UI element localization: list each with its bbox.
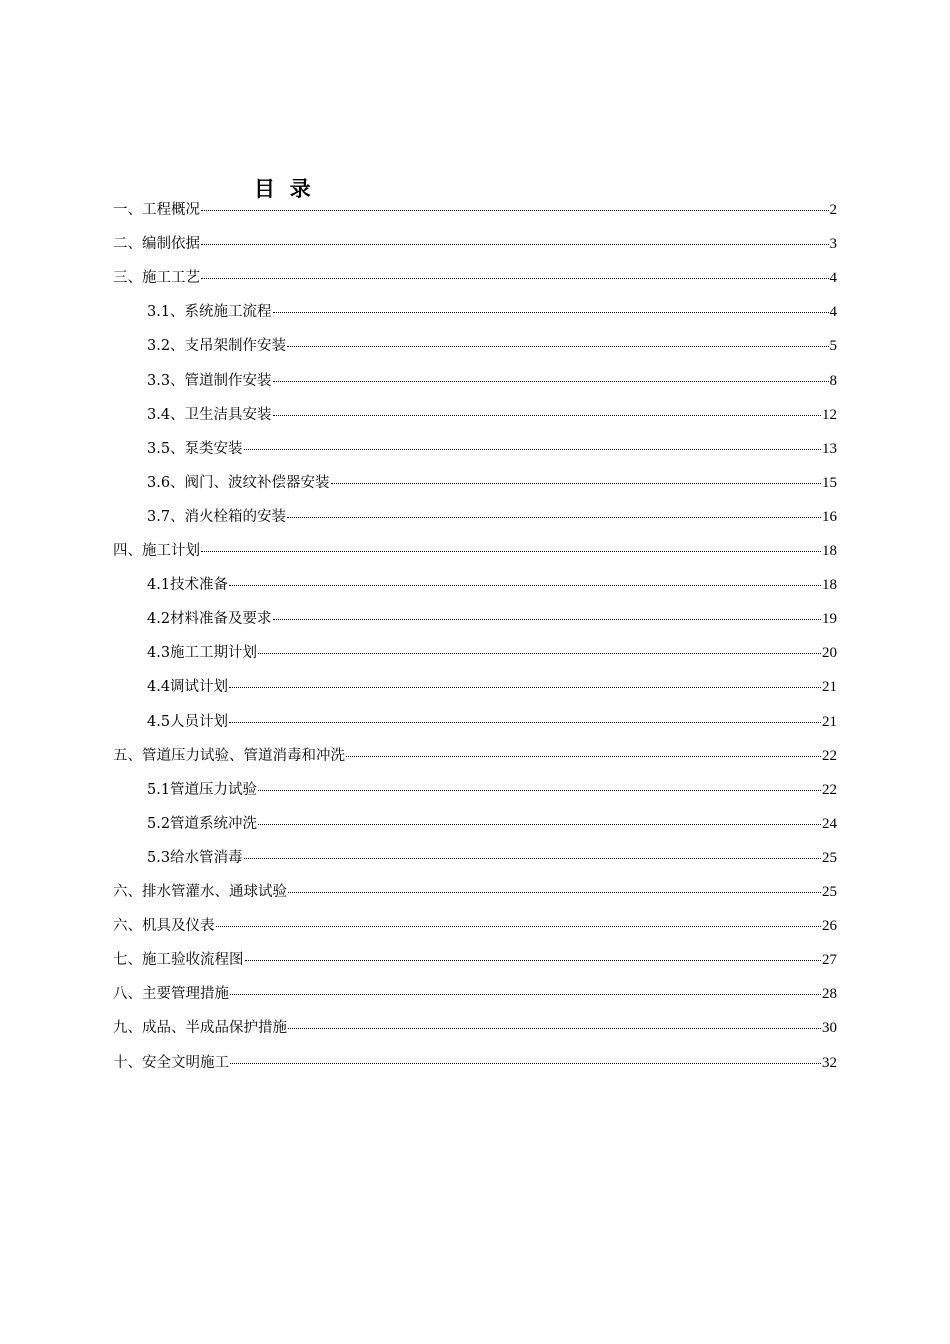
toc-page-number: 22 bbox=[822, 781, 837, 798]
toc-entry-label: 3.6、阀门、波纹补偿器安装 bbox=[147, 474, 330, 491]
toc-dot-leader bbox=[201, 277, 829, 279]
toc-entry[interactable] bbox=[147, 608, 837, 630]
toc-entry-label: 3.7、消火栓箱的安装 bbox=[147, 508, 287, 525]
toc-entry-label: 4.3施工工期计划 bbox=[147, 645, 258, 662]
toc-entry-label: 六、机具及仪表 bbox=[113, 918, 215, 935]
toc-page-number: 18 bbox=[822, 543, 837, 559]
toc-page-number: 19 bbox=[822, 611, 837, 628]
toc-entry[interactable] bbox=[113, 267, 837, 289]
toc-entry[interactable] bbox=[113, 199, 837, 221]
toc-entry[interactable] bbox=[147, 370, 837, 392]
toc-dot-leader bbox=[331, 482, 821, 484]
toc-page-number: 18 bbox=[822, 577, 837, 594]
toc-entry[interactable] bbox=[113, 881, 837, 903]
toc-dot-leader bbox=[288, 1027, 821, 1029]
toc-dot-leader bbox=[229, 584, 821, 586]
toc-entry[interactable] bbox=[147, 574, 837, 596]
toc-dot-leader bbox=[273, 618, 821, 620]
toc-entry[interactable] bbox=[147, 301, 837, 323]
toc-entry-label: 5.3给水管消毒 bbox=[147, 849, 243, 866]
toc-page-number: 2 bbox=[829, 202, 837, 218]
toc-page-number: 21 bbox=[822, 679, 837, 696]
toc-dot-leader bbox=[346, 755, 821, 757]
toc-entry[interactable] bbox=[113, 745, 837, 767]
toc-dot-leader bbox=[244, 857, 821, 859]
toc-entry-label: 4.1技术准备 bbox=[147, 577, 229, 594]
toc-dot-leader bbox=[273, 380, 829, 382]
toc-entry-label: 3.1、系统施工流程 bbox=[147, 304, 272, 321]
toc-page-number: 24 bbox=[822, 815, 837, 832]
toc-entry[interactable] bbox=[147, 642, 837, 664]
toc-entry-label: 四、施工计划 bbox=[113, 543, 200, 559]
toc-entry[interactable] bbox=[147, 779, 837, 801]
toc-entry[interactable] bbox=[147, 438, 837, 460]
toc-dot-leader bbox=[287, 345, 828, 347]
toc-entry[interactable] bbox=[113, 983, 837, 1005]
toc-page-number: 21 bbox=[822, 713, 837, 730]
toc-entry-label: 3.5、泵类安装 bbox=[147, 440, 243, 457]
toc-page-number: 22 bbox=[822, 747, 837, 764]
toc-page-number: 32 bbox=[822, 1054, 837, 1071]
toc-entry-label: 三、施工工艺 bbox=[113, 270, 200, 287]
toc-dot-leader bbox=[244, 448, 821, 450]
toc-entry-label: 3.4、卫生洁具安装 bbox=[147, 406, 272, 423]
toc-entry[interactable] bbox=[113, 540, 837, 562]
toc-dot-leader bbox=[216, 925, 822, 927]
toc-entry-label: 3.3、管道制作安装 bbox=[147, 372, 272, 389]
toc-dot-leader bbox=[288, 891, 821, 893]
toc-entry-label: 五、管道压力试验、管道消毒和冲洗 bbox=[113, 747, 345, 764]
toc-page-number: 16 bbox=[822, 508, 837, 525]
toc-dot-leader bbox=[287, 516, 821, 518]
toc-dot-leader bbox=[230, 1062, 821, 1064]
toc-entry-label: 二、编制依据 bbox=[113, 236, 200, 253]
toc-entry-label: 九、成品、半成品保护措施 bbox=[113, 1020, 287, 1037]
toc-dot-leader bbox=[258, 789, 821, 791]
toc-entry[interactable] bbox=[147, 335, 837, 357]
toc-entry[interactable] bbox=[147, 404, 837, 426]
toc-entry[interactable] bbox=[113, 1052, 837, 1074]
toc-entry-label: 一、工程概况 bbox=[113, 202, 200, 218]
toc-dot-leader bbox=[230, 993, 821, 995]
toc-dot-leader bbox=[258, 823, 821, 825]
toc-entry[interactable] bbox=[113, 1017, 837, 1039]
toc-page-number: 12 bbox=[822, 406, 837, 423]
toc-page-number: 5 bbox=[829, 338, 837, 355]
toc-dot-leader bbox=[273, 311, 829, 313]
toc-entry-label: 六、排水管灌水、通球试验 bbox=[113, 884, 287, 900]
toc-page-number: 25 bbox=[822, 884, 837, 900]
toc-page-number: 4 bbox=[829, 304, 837, 321]
toc-dot-leader bbox=[229, 721, 821, 723]
toc-page-number: 3 bbox=[829, 236, 837, 253]
toc-entry-label: 八、主要管理措施 bbox=[113, 986, 229, 1003]
toc-page-number: 4 bbox=[829, 270, 837, 287]
toc-entry-label: 5.1管道压力试验 bbox=[147, 781, 258, 798]
toc-page-number: 30 bbox=[822, 1020, 837, 1037]
toc-dot-leader bbox=[201, 243, 829, 245]
toc-entry-label: 十、安全文明施工 bbox=[113, 1054, 229, 1071]
toc-title: 目 录 bbox=[254, 177, 311, 201]
toc-page-number: 20 bbox=[822, 645, 837, 662]
toc-dot-leader bbox=[229, 686, 821, 688]
toc-entry[interactable] bbox=[147, 506, 837, 528]
toc-entry-label: 4.4调试计划 bbox=[147, 679, 229, 696]
toc-dot-leader bbox=[201, 209, 829, 211]
toc-dot-leader bbox=[245, 959, 822, 961]
toc-entry[interactable] bbox=[113, 949, 837, 971]
toc-dot-leader bbox=[258, 652, 821, 654]
toc-entry[interactable] bbox=[147, 847, 837, 869]
toc-entry[interactable] bbox=[147, 472, 837, 494]
toc-page-number: 13 bbox=[822, 440, 837, 457]
toc-entry[interactable] bbox=[147, 711, 837, 733]
toc-entry-label: 4.2材料准备及要求 bbox=[147, 611, 272, 628]
toc-dot-leader bbox=[273, 414, 821, 416]
toc-page-number: 28 bbox=[822, 986, 837, 1003]
toc-page-number: 27 bbox=[822, 952, 837, 969]
toc-entry[interactable] bbox=[147, 676, 837, 698]
toc-entry[interactable] bbox=[113, 915, 837, 937]
toc-entry[interactable] bbox=[147, 813, 837, 835]
toc-page-number: 26 bbox=[822, 918, 837, 935]
toc-entry-label: 5.2管道系统冲洗 bbox=[147, 815, 258, 832]
toc-entry-label: 4.5人员计划 bbox=[147, 713, 229, 730]
toc-dot-leader bbox=[201, 550, 821, 552]
toc-entry-label: 3.2、支吊架制作安装 bbox=[147, 338, 287, 355]
toc-page-number: 8 bbox=[829, 372, 837, 389]
toc-page-number: 15 bbox=[822, 474, 837, 491]
toc-entry[interactable] bbox=[113, 233, 837, 255]
toc-entry-label: 七、施工验收流程图 bbox=[113, 952, 244, 969]
toc-page-number: 25 bbox=[822, 849, 837, 866]
